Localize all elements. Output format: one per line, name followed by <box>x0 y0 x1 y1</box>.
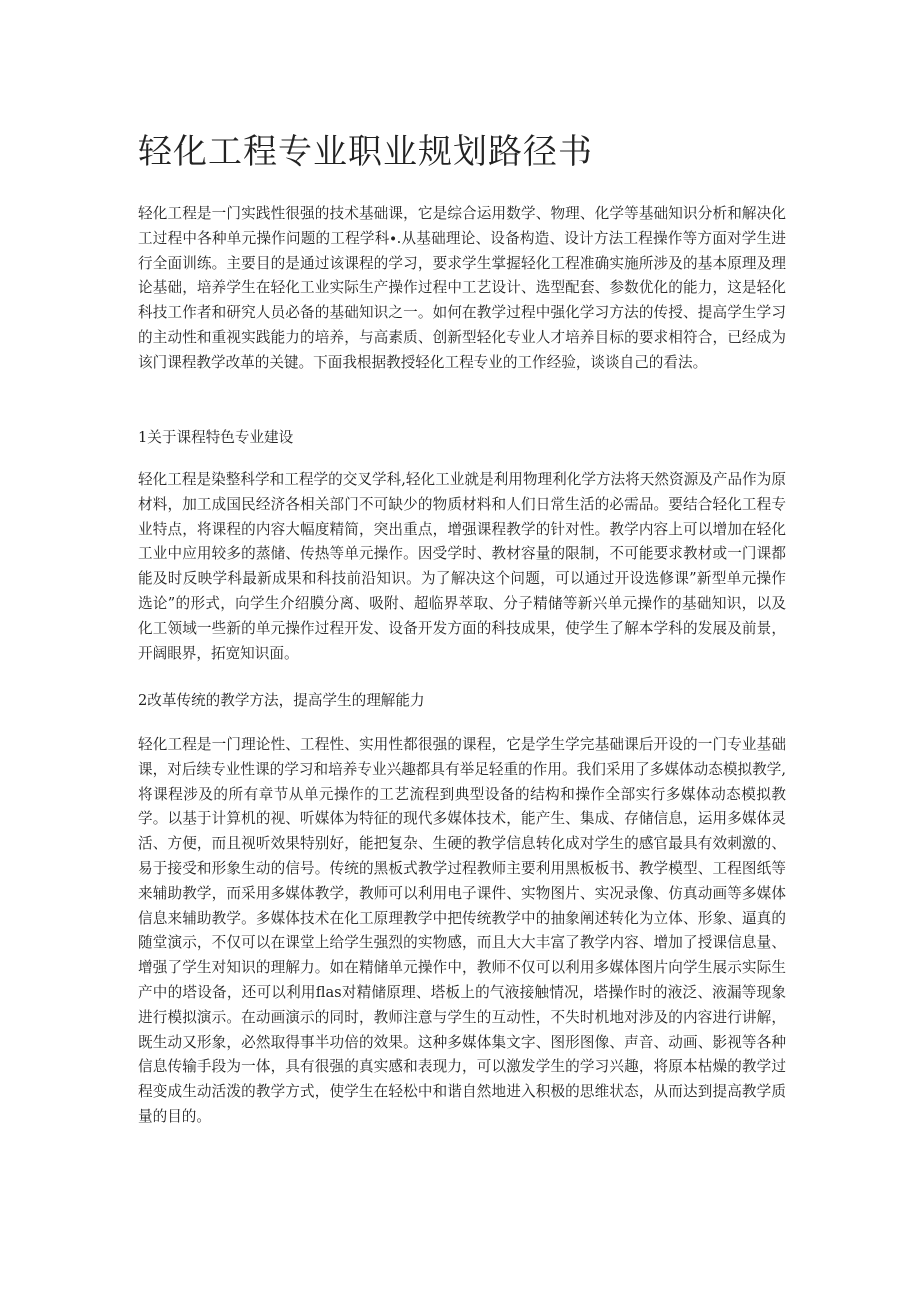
section-1-paragraph: 轻化工程是染整科学和工程学的交叉学科,轻化工业就是利用物理利化学方法将天然资源及产品作为原材料，加工成国民经济各相关部门不可缺少的物质材料和人们日常生活的必需品。要结合轻化工程专业特点，将课程的内容大幅度精简，突出重点，增强课程教学的针对性。教学内容上可以增加在轻化工业中应用较多的蒸储、传热等单元操作。因受学时、教材容量的限制，不可能要求教材或一门课都能及时反映学科最新成果和科技前沿知识。为了解决这个问题，可以通过开设选修课”新型单元操作选论”的形式，向学生介绍膜分离、吸附、超临界萃取、分子精储等新兴单元操作的基础知识，以及化工领域一些新的单元操作过程开发、设备开发方面的科技成果，使学生了解本学科的发展及前景，开阔眼界，拓宽知识面。 <box>138 471 786 662</box>
section-2-heading: 2改革传统的教学方法，提高学生的理解能力 <box>138 692 425 709</box>
section-1-heading: 1关于课程特色专业建设 <box>138 429 294 446</box>
section-2-paragraph: 轻化工程是一门理论性、工程性、实用性都很强的课程，它是学生学完基础课后开设的一门专业基础课，对后续专业性课的学习和培养专业兴趣都具有举足轻重的作用。我们采用了多媒体动态模拟教学,将课程涉及的所有章节从单元操作的工艺流程到典型设备的结构和操作全部实行多媒体动态模拟教学。以基于计算机的视、听媒体为特征的现代多媒体技术，能产生、集成、存储信息，运用多媒体灵活、方便，而且视听效果特别好，能把复杂、生硬的教学信息转化成对学生的感官最具有效刺激的、易于接受和形象生动的信号。传统的黑板式教学过程教师主要利用黑板板书、教学模型、工程图纸等来辅助教学，而采用多媒体教学，教师可以利用电子课件、实物图片、实况录像、仿真动画等多媒体信息来辅助教学。多媒体技术在化工原理教学中把传统教学中的抽象阐述转化为立体、形象、逼真的随堂演示，不仅可以在课堂上给学生强烈的实物感，而且大大丰富了教学内容、增加了授课信息量、增强了学生对知识的理解力。如在精储单元操作中，教师不仅可以利用多媒体图片向学生展示实际生产中的塔设备，还可以利用flas对精储原理、塔板上的气液接触情况，塔操作时的液泛、液漏等现象进行模拟演示。在动画演示的同时，教师注意与学生的互动性，不失时机地对涉及的内容进行讲解，既生动又形象，必然取得事半功倍的效果。这种多媒体集文字、图形图像、声音、动画、影视等各种信息传输手段为一体，具有很强的真实感和表现力，可以激发学生的学习兴趣，将原本枯燥的教学过程变成生动活泼的教学方式，使学生在轻松中和谐自然地进入积极的思维状态，从而达到提高教学质量的目的。 <box>138 736 786 1125</box>
document-title: 轻化工程专业职业规划路径书 <box>138 132 593 172</box>
intro-paragraph: 轻化工程是一门实践性很强的技术基础课，它是综合运用数学、物理、化学等基础知识分析和解决化工过程中各种单元操作问题的工程学科∙.从基础理论、设备构造、设计方法工程操作等方面对学生进行全面训练。主要目的是通过该课程的学习，要求学生掌握轻化工程准确实施所涉及的基本原理及理论基础，培养学生在轻化工业实际生产操作过程中工艺设计、选型配套、参数优化的能力，这是轻化科技工作者和研究人员必备的基础知识之一。如何在教学过程中强化学习方法的传授、提高学生学习的主动性和重视实践能力的培养，与高素质、创新型轻化专业人才培养目标的要求相符合，已经成为该门课程教学改革的关键。下面我根据教授轻化工程专业的工作经验，谈谈自己的看法。 <box>138 205 786 371</box>
